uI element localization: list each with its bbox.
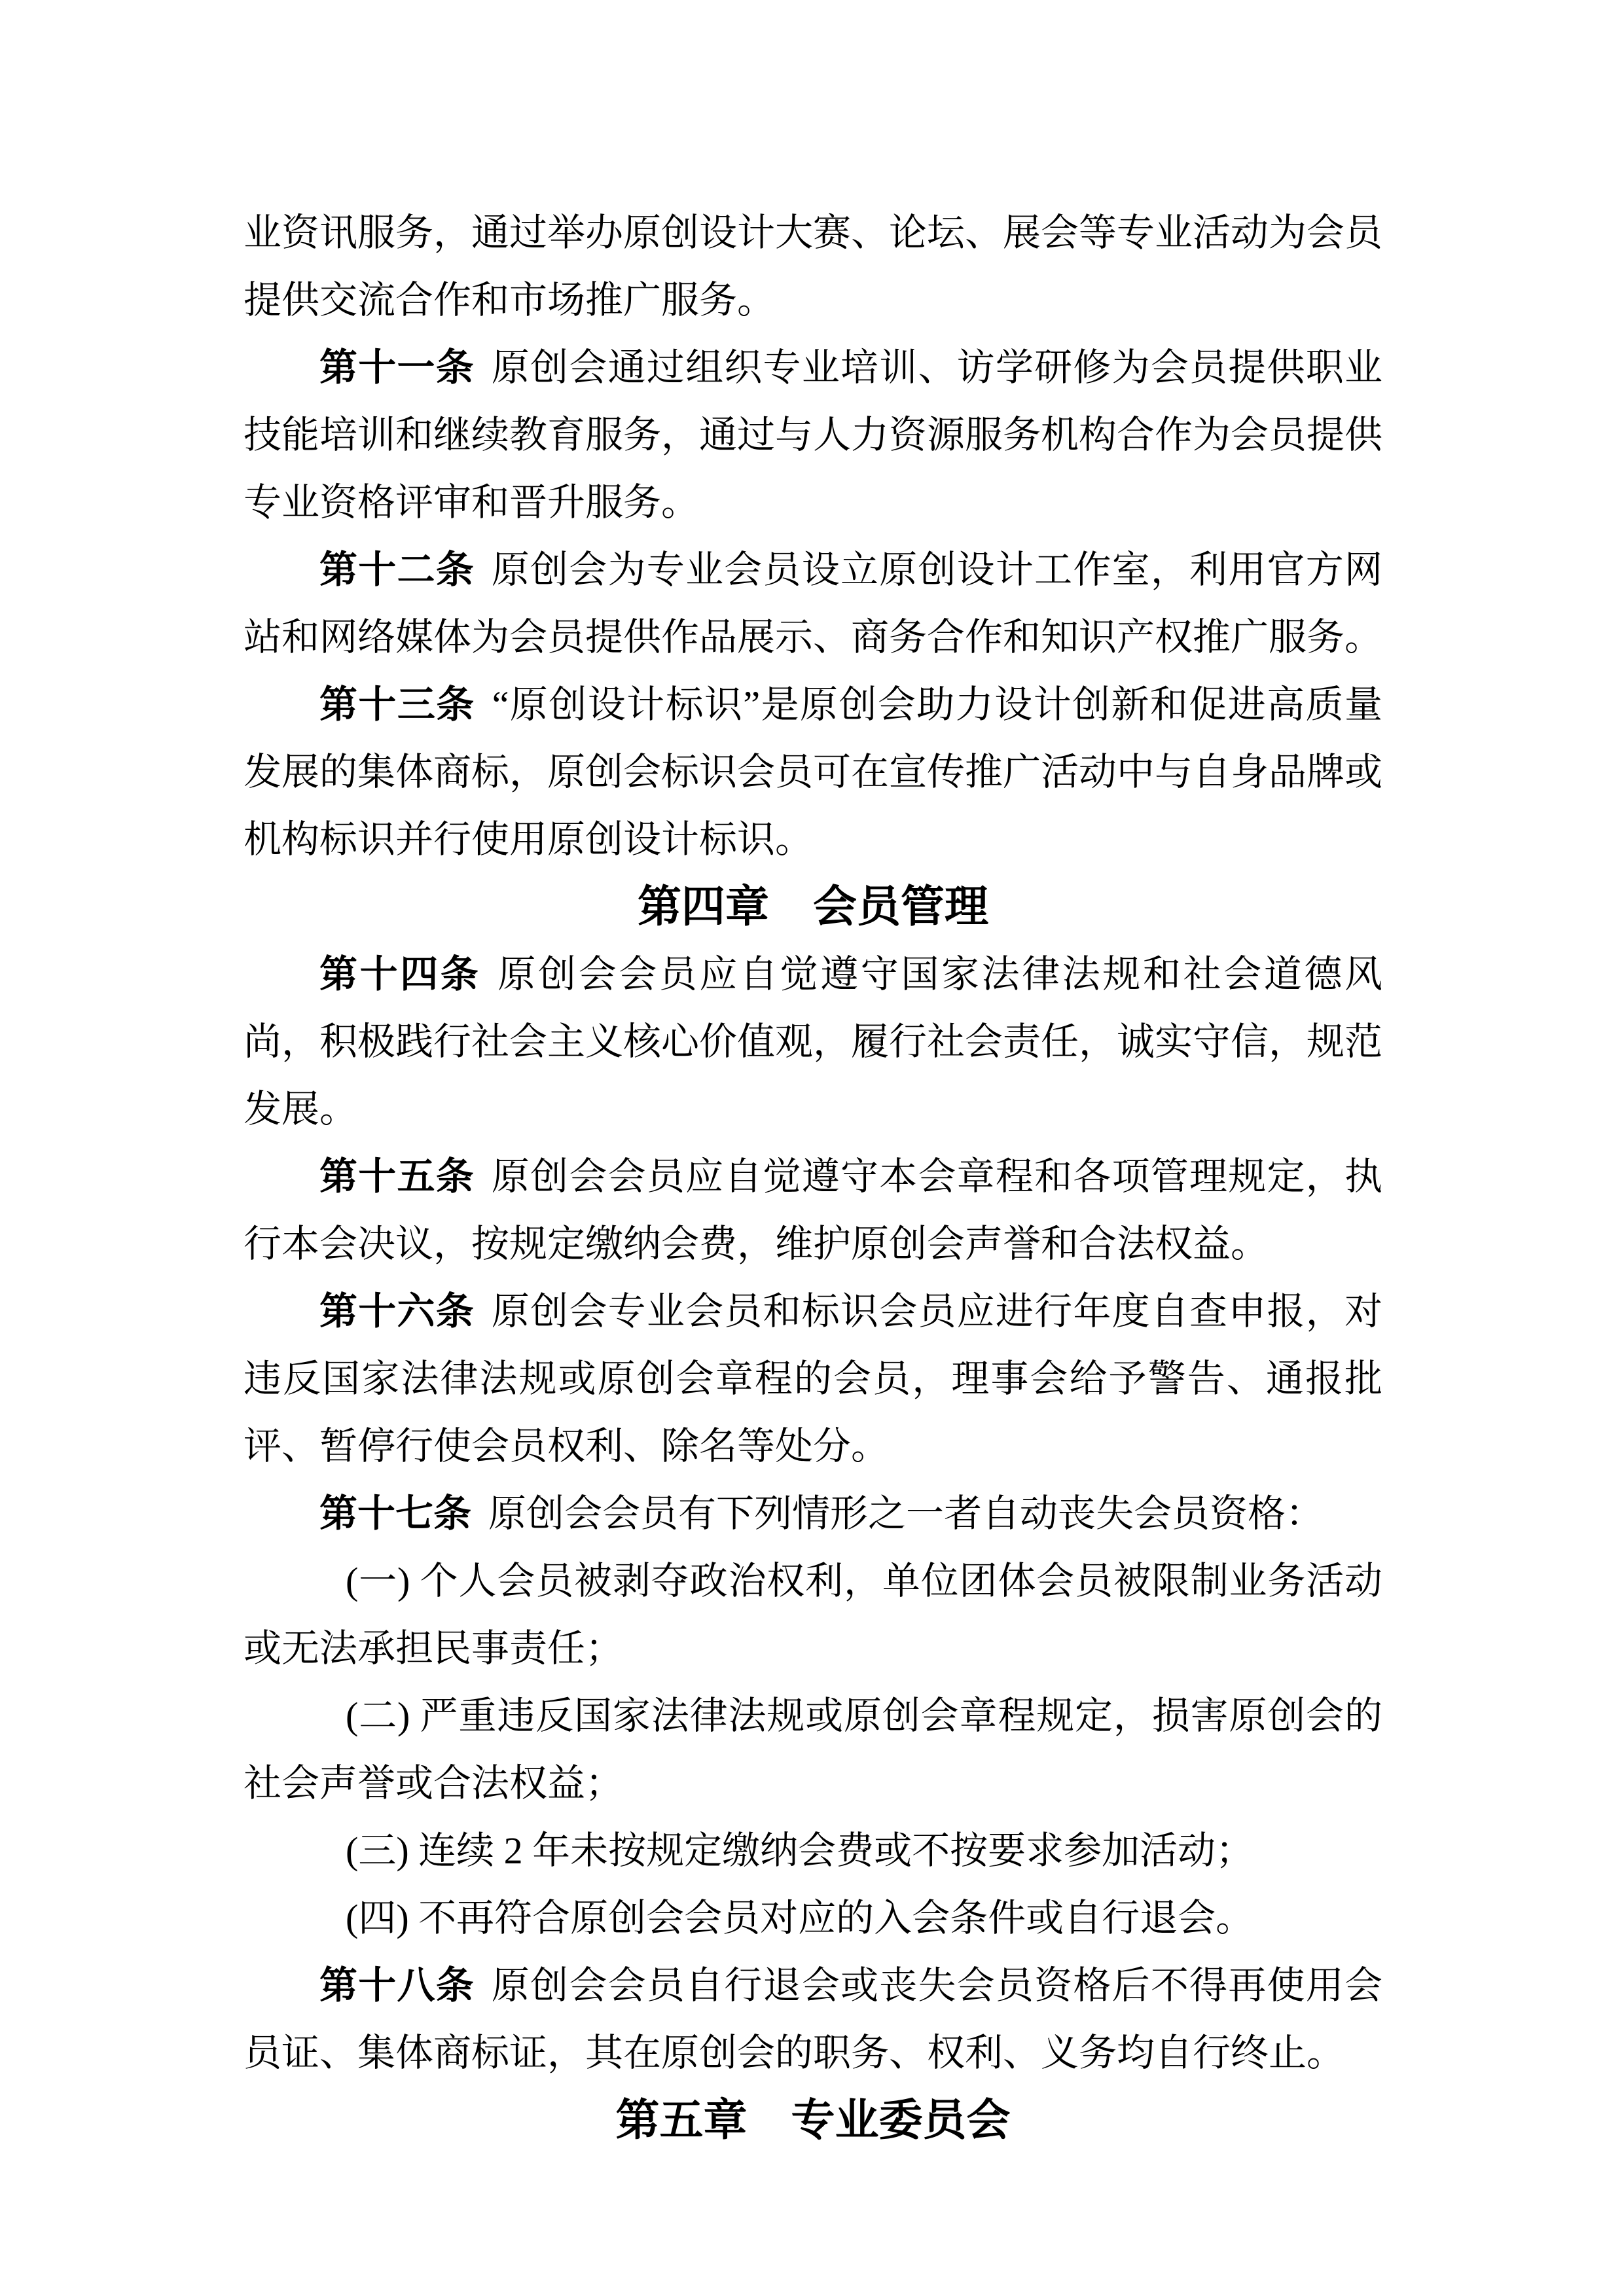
paragraph-text: 原创会通过组织专业培训、访学研修为会员提供职业技能培训和继续教育服务，通过与人力资源服务机构合作为会员提供专业资格评审和晋升服务。 <box>244 346 1383 524</box>
article-number-label: 第十七条 <box>319 1492 472 1535</box>
article-number-label: 第十四条 <box>319 953 481 996</box>
paragraph <box>244 1817 1382 1884</box>
paragraph-text: 原创会会员应自觉遵守本会章程和各项管理规定，执行本会决议，按规定缴纳会费，维护原创会声誉和合法权益。 <box>244 1155 1382 1265</box>
paragraph-text: 原创会专业会员和标识会员应进行年度自查申报，对违反国家法律法规或原创会章程的会员，理事会给予警告、通报批评、暂停行使会员权利、除名等处分。 <box>244 1290 1382 1467</box>
paragraph-text: 原创会会员有下列情形之一者自动丧失会员资格： <box>488 1492 1324 1535</box>
paragraph <box>244 1682 1382 1817</box>
paragraph <box>244 941 1382 1143</box>
paragraph <box>244 1143 1382 1278</box>
paragraph <box>244 1952 1382 2087</box>
paragraph <box>244 1547 1382 1682</box>
paragraph-text: (二) 严重违反国家法律法规或原创会章程规定，损害原创会的社会声誉或合法权益； <box>244 1695 1382 1804</box>
paragraph <box>244 1480 1382 1547</box>
chapter-heading-text: 第五章 专业委员会 <box>615 2096 1011 2145</box>
paragraph-text: (一) 个人会员被剥夺政治权利，单位团体会员被限制业务活动或无法承担民事责任； <box>244 1560 1382 1670</box>
paragraph <box>244 671 1382 873</box>
article-number-label: 第十三条 <box>319 683 475 726</box>
chapter-heading <box>244 873 1382 941</box>
paragraph-text: 原创会为专业会员设立原创设计工作室，利用官方网站和网络媒体为会员提供作品展示、商务合作和知识产权推广服务。 <box>244 548 1383 658</box>
paragraph-text: “原创设计标识”是原创会助力设计创新和促进高质量发展的集体商标，原创会标识会员可在宣传推广活动中与自身品牌或机构标识并行使用原创设计标识。 <box>244 683 1383 861</box>
article-number-label: 第十五条 <box>319 1155 475 1198</box>
paragraph-text: (四) 不再符合原创会会员对应的入会条件或自行退会。 <box>346 1897 1254 1939</box>
document-content <box>244 199 1382 2154</box>
paragraph-text: 原创会会员自行退会或丧失会员资格后不得再使用会员证、集体商标证，其在原创会的职务、权利、义务均自行终止。 <box>244 1964 1382 2074</box>
paragraph-text: 原创会会员应自觉遵守国家法律法规和社会道德风尚，积极践行社会主义核心价值观，履行社会责任，诚实守信，规范发展。 <box>244 953 1383 1130</box>
paragraph-text: 业资讯服务，通过举办原创设计大赛、论坛、展会等专业活动为会员提供交流合作和市场推广服务。 <box>244 211 1383 321</box>
paragraph <box>244 334 1382 536</box>
article-number-label: 第十一条 <box>319 346 475 389</box>
paragraph <box>244 1278 1382 1480</box>
article-number-label: 第十二条 <box>319 548 475 591</box>
paragraph <box>244 536 1382 671</box>
paragraph <box>244 199 1382 334</box>
chapter-heading <box>244 2087 1382 2154</box>
chapter-heading-text: 第四章 会员管理 <box>638 882 988 931</box>
article-number-label: 第十六条 <box>319 1290 475 1333</box>
article-number-label: 第十八条 <box>319 1964 475 2007</box>
paragraph-text: (三) 连续 2 年未按规定缴纳会费或不按要求参加活动； <box>346 1829 1254 1872</box>
paragraph <box>244 1884 1382 1952</box>
